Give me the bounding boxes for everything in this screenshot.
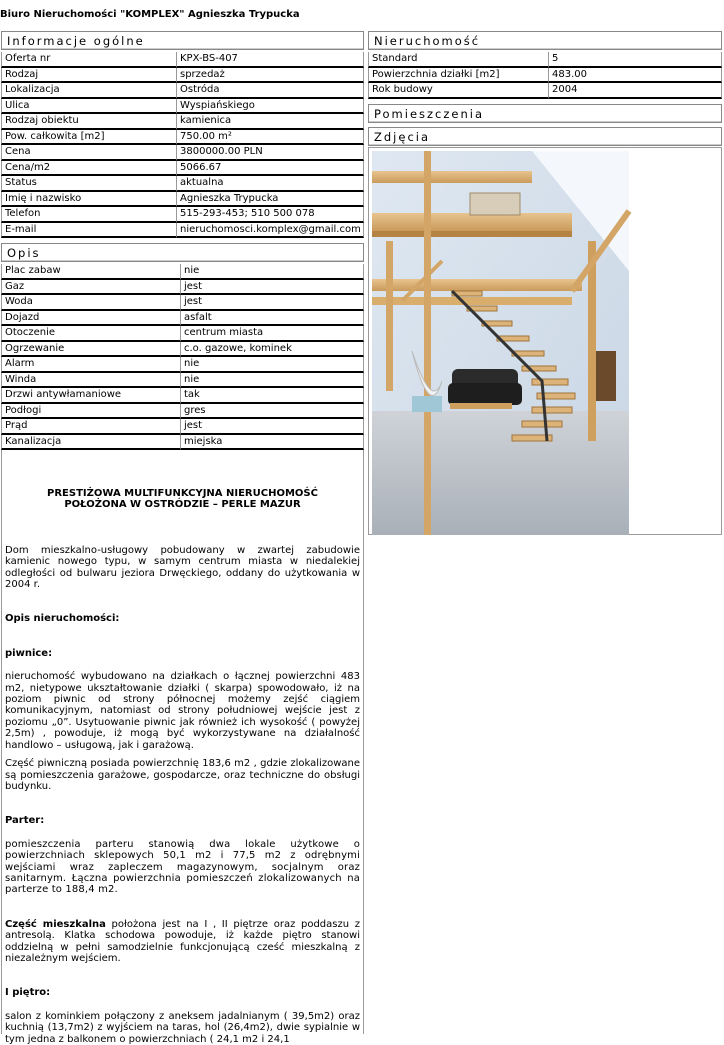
opis-value: c.o. gazowe, kominek xyxy=(181,342,364,358)
photo-frame xyxy=(368,147,722,535)
property-row xyxy=(368,83,722,99)
opis-value: jest xyxy=(181,280,364,296)
opis-value: tak xyxy=(181,388,364,404)
opis-table xyxy=(1,264,364,450)
opis-row xyxy=(1,264,364,280)
property-label: Powierzchnia działki [m2] xyxy=(368,68,549,84)
general-info-row xyxy=(1,176,364,192)
opis-row xyxy=(1,326,364,342)
photos-header: Zdjęcia xyxy=(368,127,722,146)
opis-row xyxy=(1,295,364,311)
opis-value: asfalt xyxy=(181,311,364,327)
page-title: Biuro Nieruchomości "KOMPLEX" Agnieszka Trypucka xyxy=(0,9,300,20)
opis-label: Kanalizacja xyxy=(1,435,181,451)
general-info-value: kamienica xyxy=(177,114,364,130)
general-info-value: nieruchomosci.komplex@gmail.com xyxy=(177,223,364,239)
description xyxy=(1,450,364,1045)
property-row xyxy=(368,52,722,68)
general-info-row xyxy=(1,52,364,68)
general-info-row xyxy=(1,130,364,146)
pietro-paragraph: salon z kominkiem połączony z aneksem jadalnianym ( 39,5m2) oraz kuchnią (13,7m2) z wyjściem na taras, hol (26,4m2), dwie sypialnie w tym jedna z balkonem o powierzchniach ( 24,1 m2 i 24,1 xyxy=(5,1010,360,1045)
general-info-value: Ostróda xyxy=(177,83,364,99)
opis-label: Alarm xyxy=(1,357,181,373)
description-intro: Dom mieszkalno-usługowy pobudowany w zwartej zabudowie kamienic nowego typu, w samym centrum miasta w niedalekiej odległości od bulwaru jeziora Drwęckiego, oddany do użytkowania w 2004 r. xyxy=(5,544,360,591)
general-info-label: Cena xyxy=(1,145,177,161)
property-photo[interactable] xyxy=(372,151,629,535)
property-value: 483.00 xyxy=(549,68,722,84)
opis-label: Woda xyxy=(1,295,181,311)
property-value: 2004 xyxy=(549,83,722,99)
opis-row xyxy=(1,311,364,327)
mieszkalna-paragraph: Część mieszkalna położona jest na I , II piętrze oraz poddaszu z antresolą. Klatka schodowa powoduje, iż każde piętro stanowi oddzielną w pełni samodzielnie funkcjonującą cześć mieszkalną z niezależnym wejściem. xyxy=(5,918,360,964)
opis-label: Winda xyxy=(1,373,181,389)
general-info-label: Imię i nazwisko xyxy=(1,192,177,208)
general-info-value: KPX-BS-407 xyxy=(177,52,364,68)
general-info-row xyxy=(1,223,364,239)
general-info-row xyxy=(1,83,364,99)
general-info-label: E-mail xyxy=(1,223,177,239)
opis-value: jest xyxy=(181,295,364,311)
general-info-row xyxy=(1,68,364,84)
property-label: Rok budowy xyxy=(368,83,549,99)
general-info-row xyxy=(1,161,364,177)
pietro-heading: I piętro: xyxy=(5,987,51,999)
general-info-row xyxy=(1,99,364,115)
general-info-label: Rodzaj xyxy=(1,68,177,84)
opis-label: Gaz xyxy=(1,280,181,296)
opis-row xyxy=(1,404,364,420)
general-info-row xyxy=(1,114,364,130)
description-headline: PRESTIŻOWA MULTIFUNKCYJNA NIERUCHOMOŚĆ POŁOŻONA W OSTRÓDZIE – PERLE MAZUR xyxy=(47,488,318,511)
general-info-value: 5066.67 xyxy=(177,161,364,177)
general-info-value: 750.00 m² xyxy=(177,130,364,146)
property-row xyxy=(368,68,722,84)
general-info-value: aktualna xyxy=(177,176,364,192)
general-info-value: Agnieszka Trypucka xyxy=(177,192,364,208)
right-column xyxy=(368,31,722,535)
general-info-label: Oferta nr xyxy=(1,52,177,68)
opis-header: Opis xyxy=(1,243,364,262)
opis-value: nie xyxy=(181,264,364,280)
opis-row xyxy=(1,373,364,389)
general-info-value: 515-293-453; 510 500 078 xyxy=(177,207,364,223)
general-info-value: Wyspiańskiego xyxy=(177,99,364,115)
rooms-header: Pomieszczenia xyxy=(368,104,722,123)
opis-row xyxy=(1,357,364,373)
property-label: Standard xyxy=(368,52,549,68)
general-info-label: Pow. całkowita [m2] xyxy=(1,130,177,146)
opis-value: gres xyxy=(181,404,364,420)
general-info-label: Status xyxy=(1,176,177,192)
opis-label: Drzwi antywłamaniowe xyxy=(1,388,181,404)
opis-label: Podłogi xyxy=(1,404,181,420)
general-info-row xyxy=(1,207,364,223)
opis-value: nie xyxy=(181,357,364,373)
opis-row xyxy=(1,435,364,451)
interior-staircase-photo xyxy=(372,151,629,535)
general-info-label: Telefon xyxy=(1,207,177,223)
parter-paragraph: pomieszczenia parteru stanowią dwa lokale użytkowe o powierzchniach sklepowych 50,1 m2 i 77,5 m2 z odrębnymi wejściami wraz zapleczem magazynowym, socjalnym oraz sanitarnym. Łączna powierzchnia pomieszczeń zlokalizowanych na parterze to 188,4 m2. xyxy=(5,838,360,896)
general-info-label: Ulica xyxy=(1,99,177,115)
opis-value: miejska xyxy=(181,435,364,451)
general-info-table xyxy=(1,52,364,238)
property-value: 5 xyxy=(549,52,722,68)
general-info-row xyxy=(1,145,364,161)
general-info-value: sprzedaż xyxy=(177,68,364,84)
piwnice-heading: piwnice: xyxy=(5,647,53,659)
opis-value: nie xyxy=(181,373,364,389)
opis-label: Dojazd xyxy=(1,311,181,327)
property-table xyxy=(368,52,722,99)
piwnice-paragraph-1: nieruchomość wybudowano na działkach o łącznej powierzchni 483 m2, nietypowe ukształtowanie działki ( skarpa) spowodowało, iż na poziom piwnic od strony północnej możemy zejść ciągiem komunikacyjnym, natomiast od strony południowej wejście jest z poziomu „0”. Usytuowanie piwnic jak również ich wysokość ( powyżej 2,5m) , powoduje, iż mogą być wykorzystywane na działalność handlowo – usługową, jak i garażową. xyxy=(5,671,360,751)
general-info-value: 3800000.00 PLN xyxy=(177,145,364,161)
opis-row xyxy=(1,280,364,296)
opis-row xyxy=(1,388,364,404)
opis-nieruchomosci-heading: Opis nieruchomości: xyxy=(5,613,120,625)
general-info-label: Rodzaj obiektu xyxy=(1,114,177,130)
general-info-row xyxy=(1,192,364,208)
opis-label: Plac zabaw xyxy=(1,264,181,280)
left-column xyxy=(1,31,364,1045)
opis-label: Ogrzewanie xyxy=(1,342,181,358)
general-info-label: Lokalizacja xyxy=(1,83,177,99)
general-info-label: Cena/m2 xyxy=(1,161,177,177)
opis-row xyxy=(1,342,364,358)
property-header: Nieruchomość xyxy=(368,31,722,50)
piwnice-paragraph-2: Część piwniczną posiada powierzchnię 183,6 m2 , gdzie zlokalizowane są pomieszczenia garażowe, gospodarcze, oraz techniczne do obsługi budynku. xyxy=(5,758,360,792)
general-info-header: Informacje ogólne xyxy=(1,31,364,50)
parter-heading: Parter: xyxy=(5,815,45,827)
opis-value: centrum miasta xyxy=(181,326,364,342)
opis-value: jest xyxy=(181,419,364,435)
opis-label: Otoczenie xyxy=(1,326,181,342)
opis-label: Prąd xyxy=(1,419,181,435)
opis-row xyxy=(1,419,364,435)
